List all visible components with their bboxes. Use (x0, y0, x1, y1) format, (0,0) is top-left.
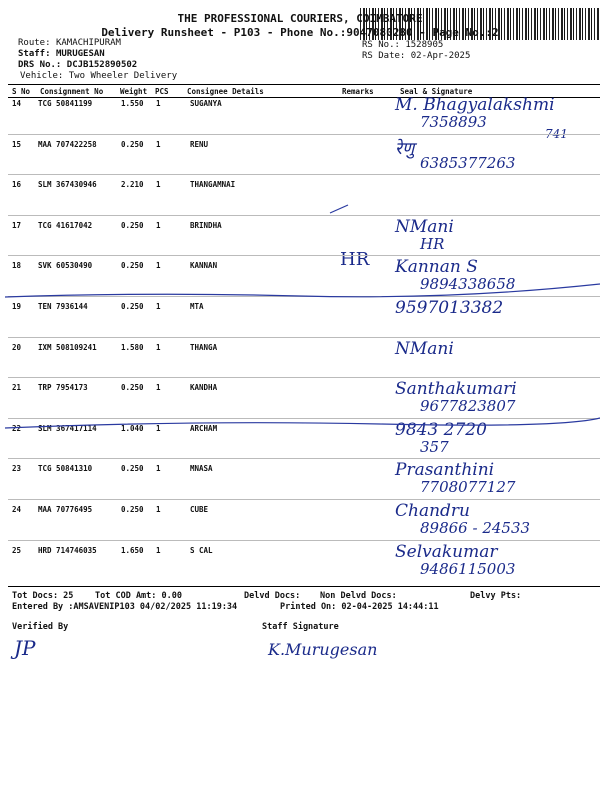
row-consignee: ARCHAM (190, 423, 218, 433)
row-sno: 25 (12, 545, 22, 555)
row-consignee: KANNAN (190, 261, 218, 271)
row-sno: 21 (12, 383, 22, 393)
pen-stroke-1 (5, 284, 600, 297)
row-consignee: THANGAMNAI (190, 180, 236, 190)
row-signature-phone: 7358893 (420, 113, 487, 131)
rs-date: RS Date: 02-Apr-2025 (362, 51, 471, 61)
row-weight: 0.250 (121, 302, 144, 311)
row-consignee: SUGANYA (190, 99, 222, 108)
row-signature-phone: 89866 - 24533 (420, 519, 531, 537)
row-consignment: TRP 7954173 (38, 383, 88, 393)
row-sno: 18 (12, 261, 22, 271)
entered-by: Entered By :AMSAVENIP103 04/02/2025 11:19:34 (12, 602, 238, 612)
row-signature: NMani (395, 338, 454, 359)
tot-docs: Tot Docs: 25 (12, 591, 74, 601)
footer-rule (8, 586, 600, 587)
company-title: THE PROFESSIONAL COURIERS, COIMBATORE (177, 12, 423, 25)
row-weight: 1.040 (121, 423, 144, 433)
row-pcs: 1 (156, 139, 161, 149)
row-weight: 0.250 (121, 383, 144, 393)
col-seal: Seal & Signature (400, 87, 473, 96)
row-pcs: 1 (156, 261, 161, 271)
row-remarks: HR (340, 248, 370, 270)
row-consignment: SVK 60530490 (38, 261, 93, 271)
row-consignment: MAA 70776495 (38, 505, 93, 514)
row-signature: 9843 2720 (395, 419, 487, 440)
row-signature-phone: 9894338658 (420, 275, 516, 294)
row-weight: 1.580 (121, 342, 144, 352)
printed-on: Printed On: 02-04-2025 14:44:11 (280, 602, 439, 612)
row-weight: 1.650 (121, 545, 144, 555)
row-pcs: 1 (156, 302, 161, 311)
row-consignment: SLM 367417114 (38, 423, 97, 433)
pen-stroke-2 (5, 418, 600, 428)
row-signature: Santhakumari (395, 379, 517, 400)
row-signature-phone: 9677823807 (420, 397, 516, 416)
row-consignee: THANGA (190, 342, 218, 352)
row-pcs: 1 (156, 180, 161, 190)
col-remarks: Remarks (342, 87, 374, 96)
rs-no: RS No.: 1528905 (362, 40, 444, 50)
row-signature: Selvakumar (395, 541, 498, 562)
col-weight: Weight (120, 87, 148, 96)
row-weight: 0.250 (121, 139, 144, 149)
row-signature: 9597013382 (395, 298, 504, 318)
row-consignment: TEN 7936144 (38, 302, 88, 311)
verified-by-label: Verified By (12, 622, 69, 632)
runsheet-title: Delivery Runsheet - P103 - Phone No.:9047080280 - Page No.:2 (101, 26, 499, 39)
row-sno: 20 (12, 342, 22, 352)
row-consignment: TCG 41617042 (38, 220, 93, 230)
row-signature-phone: HR (420, 234, 445, 253)
row-consignment: TCG 50841310 (38, 464, 93, 474)
route-label: Route: (18, 38, 51, 48)
row-sno: 16 (12, 180, 22, 190)
row-consignment: TCG 50841199 (38, 99, 93, 108)
drs-label: DRS No.: (18, 60, 62, 70)
col-sno: S No (12, 87, 31, 96)
row-weight: 0.250 (121, 505, 144, 514)
row-consignment: HRD 714746035 (38, 545, 97, 555)
row-pcs: 1 (156, 342, 161, 352)
staff-label: Staff: (18, 49, 51, 59)
row-sno: 17 (12, 220, 22, 230)
col-consignee: Consignee Details (187, 87, 264, 96)
col-consignment: Consignment No (40, 87, 104, 96)
row-weight: 0.250 (121, 220, 144, 230)
staff-signature-label: Staff Signature (262, 622, 339, 632)
row-weight: 0.250 (121, 464, 144, 474)
row-consignee: KANDHA (190, 383, 218, 393)
row-weight: 2.210 (121, 180, 144, 190)
row-signature-extra: 741 (545, 127, 568, 141)
row-signature: Chandru (395, 501, 470, 521)
row-signature-phone: 357 (420, 437, 449, 456)
pen-stroke-3 (330, 205, 348, 213)
staff-signature: K.Murugesan (268, 640, 378, 659)
route-value: KAMACHIPURAM (55, 38, 121, 48)
row-consignee: MTA (190, 302, 204, 311)
row-pcs: 1 (156, 99, 161, 108)
row-signature: NMani (395, 216, 454, 237)
row-signature-phone: 9486115003 (420, 559, 516, 578)
row-consignee: RENU (190, 139, 209, 149)
row-weight: 0.250 (121, 261, 144, 271)
row-sno: 24 (12, 505, 22, 514)
row-pcs: 1 (156, 505, 161, 514)
row-pcs: 1 (156, 464, 161, 474)
row-sno: 23 (12, 464, 22, 474)
drs-value: DCJB152890502 (66, 60, 138, 70)
row-consignee: CUBE (190, 505, 209, 514)
tot-cod: Tot COD Amt: 0.00 (95, 591, 182, 601)
row-signature: Prasanthini (395, 460, 495, 481)
row-sno: 15 (12, 139, 22, 149)
row-pcs: 1 (156, 220, 161, 230)
row-consignment: SLM 367430946 (38, 180, 97, 190)
row-sno: 22 (12, 423, 22, 433)
row-signature-phone: 6385377263 (420, 153, 516, 172)
vehicle-line: Vehicle: Two Wheeler Delivery (20, 71, 178, 81)
row-consignee: S CAL (190, 545, 213, 555)
verified-signature: JP (14, 636, 36, 660)
delvy-pts: Delvy Pts: (470, 591, 522, 601)
row-consignment: MAA 707422258 (38, 139, 97, 149)
row-sno: 14 (12, 99, 22, 108)
row-signature: रेणु (395, 138, 415, 159)
staff-value: MURUGESAN (55, 49, 105, 59)
delvd-docs: Delvd Docs: (244, 591, 301, 601)
row-consignment: IXM 508109241 (38, 342, 97, 352)
row-consignee: BRINDHA (190, 220, 222, 230)
row-pcs: 1 (156, 383, 161, 393)
row-sno: 19 (12, 302, 22, 311)
row-signature: M. Bhagyalakshmi (395, 95, 555, 115)
row-pcs: 1 (156, 545, 161, 555)
row-weight: 1.550 (121, 99, 144, 108)
col-pcs: PCS (155, 87, 169, 96)
non-delvd-docs: Non Delvd Docs: (320, 591, 397, 601)
row-signature-phone: 7708077127 (420, 478, 516, 497)
row-consignee: MNASA (190, 464, 213, 474)
row-pcs: 1 (156, 423, 161, 433)
row-signature: Kannan S (395, 257, 478, 278)
